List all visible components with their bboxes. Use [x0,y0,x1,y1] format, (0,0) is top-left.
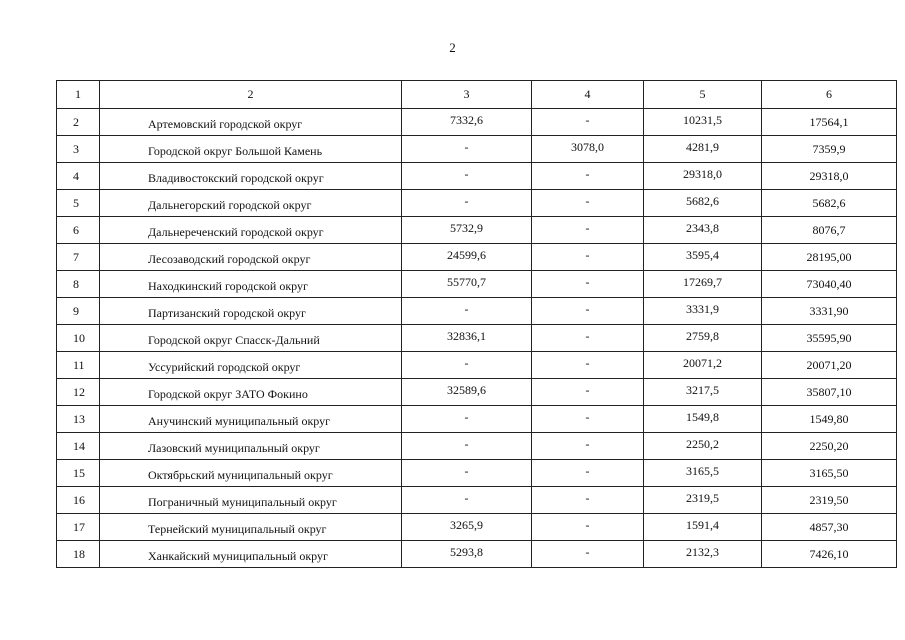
header-cell: 6 [762,81,897,109]
header-cell: 4 [532,81,644,109]
value-cell-col4: 3078,0 [532,136,644,163]
total-cell: 28195,00 [762,244,897,271]
value-cell-col3: 55770,7 [402,271,532,298]
value-cell-col3: 7332,6 [402,109,532,136]
value-cell-col3: - [402,190,532,217]
table-row [57,460,897,487]
value-cell-col4: - [532,298,644,325]
value-cell-col4: - [532,406,644,433]
value-cell-col5: 3331,9 [644,298,762,325]
value-cell-col4: - [532,271,644,298]
table-row [57,541,897,568]
value-cell-col5: 2343,8 [644,217,762,244]
municipality-name-cell: Дальнегорский городской округ [100,190,402,217]
municipality-name-cell: Лазовский муниципальный округ [100,433,402,460]
row-number-cell: 3 [57,136,100,163]
header-cell: 1 [57,81,100,109]
row-number-cell: 6 [57,217,100,244]
municipality-name-cell: Городской округ Спасск-Дальний [100,325,402,352]
value-cell-col4: - [532,325,644,352]
value-cell-col4: - [532,190,644,217]
value-cell-col3: - [402,163,532,190]
value-cell-col4: - [532,244,644,271]
value-cell-col3: - [402,136,532,163]
municipality-name-cell: Ханкайский муниципальный округ [100,541,402,568]
municipality-name-cell: Анучинский муниципальный округ [100,406,402,433]
total-cell: 20071,20 [762,352,897,379]
value-cell-col3: - [402,433,532,460]
value-cell-col5: 29318,0 [644,163,762,190]
value-cell-col5: 2759,8 [644,325,762,352]
value-cell-col3: 24599,6 [402,244,532,271]
value-cell-col3: - [402,406,532,433]
row-number-cell: 2 [57,109,100,136]
value-cell-col4: - [532,217,644,244]
municipality-name-cell: Уссурийский городской округ [100,352,402,379]
value-cell-col5: 10231,5 [644,109,762,136]
value-cell-col3: 5293,8 [402,541,532,568]
table-row [57,244,897,271]
total-cell: 8076,7 [762,217,897,244]
value-cell-col4: - [532,460,644,487]
total-cell: 17564,1 [762,109,897,136]
row-number-cell: 17 [57,514,100,541]
table-row [57,487,897,514]
total-cell: 3165,50 [762,460,897,487]
row-number-cell: 18 [57,541,100,568]
total-cell: 2250,20 [762,433,897,460]
table-body [57,81,897,568]
table-row [57,298,897,325]
header-cell: 2 [100,81,402,109]
total-cell: 4857,30 [762,514,897,541]
row-number-cell: 5 [57,190,100,217]
municipality-name-cell: Находкинский городской округ [100,271,402,298]
table-row [57,325,897,352]
value-cell-col5: 3217,5 [644,379,762,406]
value-cell-col4: - [532,487,644,514]
value-cell-col3: 5732,9 [402,217,532,244]
total-cell: 1549,80 [762,406,897,433]
row-number-cell: 15 [57,460,100,487]
total-cell: 5682,6 [762,190,897,217]
value-cell-col5: 17269,7 [644,271,762,298]
value-cell-col4: - [532,163,644,190]
table-header-row [57,81,897,109]
page-number: 2 [449,40,456,55]
header-cell: 5 [644,81,762,109]
value-cell-col5: 5682,6 [644,190,762,217]
row-number-cell: 13 [57,406,100,433]
value-cell-col5: 3595,4 [644,244,762,271]
value-cell-col4: - [532,433,644,460]
municipality-name-cell: Лесозаводский городской округ [100,244,402,271]
total-cell: 3331,90 [762,298,897,325]
row-number-cell: 14 [57,433,100,460]
table-row [57,271,897,298]
value-cell-col4: - [532,352,644,379]
row-number-cell: 11 [57,352,100,379]
total-cell: 35807,10 [762,379,897,406]
row-number-cell: 4 [57,163,100,190]
table-row [57,379,897,406]
value-cell-col3: - [402,352,532,379]
table-row [57,433,897,460]
table-row [57,190,897,217]
total-cell: 73040,40 [762,271,897,298]
value-cell-col3: - [402,487,532,514]
total-cell: 7359,9 [762,136,897,163]
value-cell-col3: 32836,1 [402,325,532,352]
header-cell: 3 [402,81,532,109]
total-cell: 2319,50 [762,487,897,514]
row-number-cell: 12 [57,379,100,406]
municipality-name-cell: Октябрьский муниципальный округ [100,460,402,487]
table-row [57,514,897,541]
row-number-cell: 10 [57,325,100,352]
value-cell-col4: - [532,541,644,568]
table-row [57,217,897,244]
value-cell-col5: 2132,3 [644,541,762,568]
value-cell-col5: 4281,9 [644,136,762,163]
table-row [57,163,897,190]
municipality-name-cell: Пограничный муниципальный округ [100,487,402,514]
value-cell-col3: - [402,298,532,325]
value-cell-col5: 3165,5 [644,460,762,487]
table-row [57,136,897,163]
table-row [57,352,897,379]
value-cell-col5: 1549,8 [644,406,762,433]
value-cell-col4: - [532,109,644,136]
municipality-name-cell: Городской округ ЗАТО Фокино [100,379,402,406]
value-cell-col5: 20071,2 [644,352,762,379]
municipality-name-cell: Дальнереченский городской округ [100,217,402,244]
municipality-name-cell: Владивостокский городской округ [100,163,402,190]
row-number-cell: 8 [57,271,100,298]
total-cell: 35595,90 [762,325,897,352]
budget-table [56,80,897,568]
value-cell-col3: 32589,6 [402,379,532,406]
total-cell: 29318,0 [762,163,897,190]
value-cell-col5: 2319,5 [644,487,762,514]
value-cell-col4: - [532,514,644,541]
value-cell-col5: 2250,2 [644,433,762,460]
table-row [57,109,897,136]
row-number-cell: 9 [57,298,100,325]
row-number-cell: 16 [57,487,100,514]
municipality-name-cell: Тернейский муниципальный округ [100,514,402,541]
table-row [57,406,897,433]
municipality-name-cell: Артемовский городской округ [100,109,402,136]
municipality-name-cell: Городской округ Большой Камень [100,136,402,163]
value-cell-col4: - [532,379,644,406]
total-cell: 7426,10 [762,541,897,568]
value-cell-col3: - [402,460,532,487]
value-cell-col3: 3265,9 [402,514,532,541]
value-cell-col5: 1591,4 [644,514,762,541]
row-number-cell: 7 [57,244,100,271]
municipality-name-cell: Партизанский городской округ [100,298,402,325]
